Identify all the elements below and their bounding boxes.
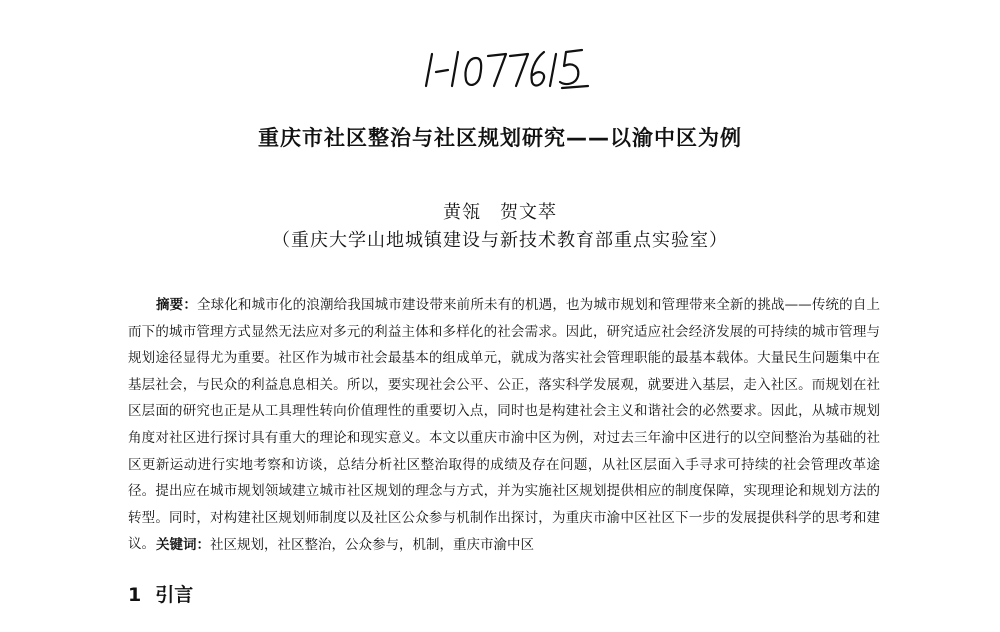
keywords-text: 社区规划，社区整治，公众参与，机制，重庆市渝中区 xyxy=(210,537,534,553)
paper-authors: 黄瓴 贺文萃 xyxy=(443,202,557,223)
section-number: 1 xyxy=(128,584,142,606)
paper-title: 重庆市社区整治与社区规划研究——以渝中区为例 xyxy=(258,126,742,150)
author-affiliation: （重庆大学山地城镇建设与新技术教育部重点实验室） xyxy=(272,230,728,251)
abstract-text: 全球化和城市化的浪潮给我国城市建设带来前所未有的机遇，也为城市规划和管理带来全新的挑战——传统的自上而下的城市管理方式显然无法应对多元的利益主体和多样化的社会需求。因此，研究适应社会经济发展的可持续的城市管理与规划途径显得尤为重要。社区作为城市社会最基本的组成单元，就成为落实社会管理职能的最基本载体。大量民生问题集中在基层社会，与民众的利益息息相关。所以，要实现社会公平、公正，落实科学发展观，就要进入基层，走入社区。而规划在社区层面的研究也正是从工具理性转向价值理性的重要切入点，同时也是构建社会主义和谐社会的必然要求。因此，从城市规划角度对社区进行探讨具有重大的理论和现实意义。本文以重庆市渝中区为例，对过去三年渝中区进行的以空间整治为基础的社区更新运动进行实地考察和访谈，总结分析社区整治取得的成绩及存在问题，从社区层面入手寻求可持续的社会管理改革途径。提出应在城市规划领域建立城市社区规划的理念与方式，并为实施社区规划提供相应的制度保障，实现理论和规划方法的转型。同时，对构建社区规划师制度以及社区公众参与机制作出探讨，为重庆市渝中区社区下一步的发展提供科学的思考和建议。 xyxy=(128,297,880,553)
handwritten-catalog-number-drawing xyxy=(420,42,600,94)
section-title: 引言 xyxy=(155,584,194,606)
abstract xyxy=(128,292,880,558)
abstract-label: 摘要： xyxy=(156,297,197,313)
section-heading xyxy=(128,580,193,607)
keywords xyxy=(156,534,876,556)
handwritten-catalog-number xyxy=(420,42,600,94)
keywords-label: 关键词： xyxy=(156,537,210,553)
